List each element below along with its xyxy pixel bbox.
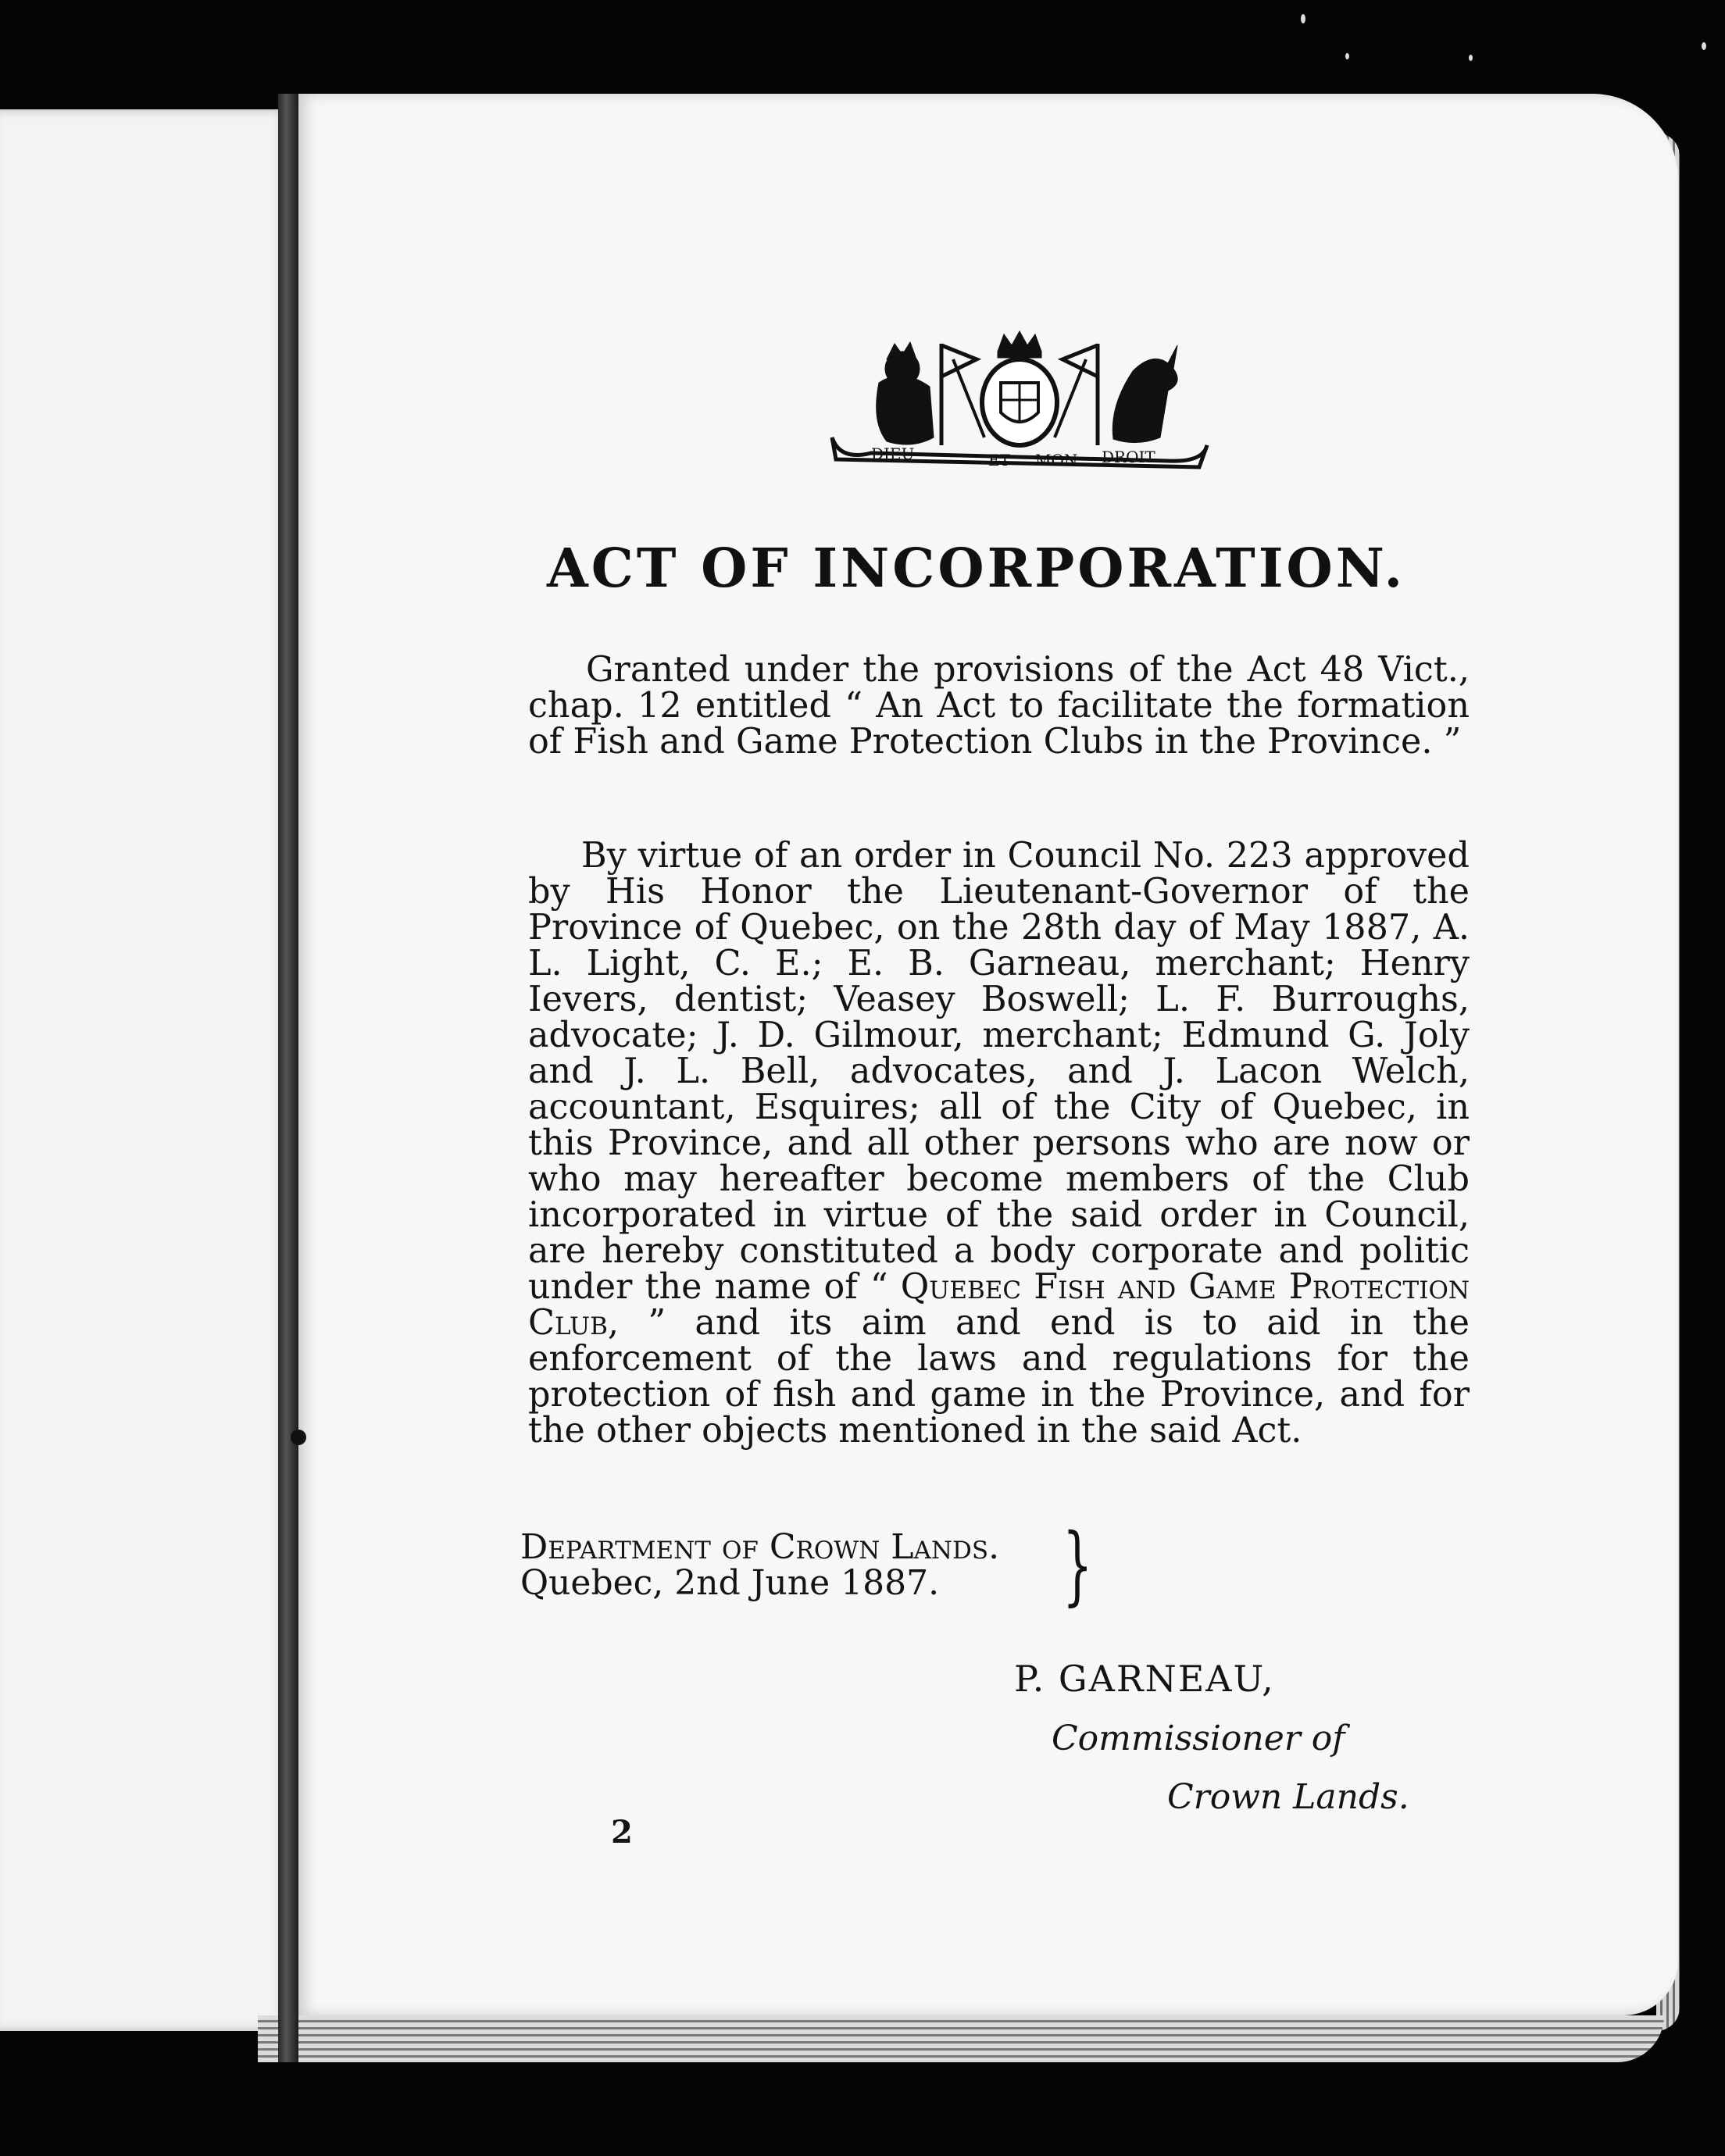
signatory-title-line-2: Crown Lands.	[1167, 1777, 1409, 1817]
left-page	[0, 109, 295, 2031]
signatory-title-line-1: Commissioner of	[1052, 1719, 1345, 1758]
crest-motto-word: ET	[988, 451, 1010, 469]
scan-speck	[291, 1430, 306, 1445]
scan-speck	[1301, 14, 1305, 23]
scan-speck	[1469, 55, 1473, 61]
crest-motto-word: DROIT	[1102, 448, 1155, 466]
department-name: Department of Crown Lands.	[520, 1527, 1000, 1567]
document-title: ACT OF INCORPORATION.	[547, 537, 1406, 600]
royal-coat-of-arms-image	[824, 328, 1215, 477]
scan-speck	[1702, 42, 1706, 50]
page-number: 2	[611, 1814, 633, 1851]
incorporation-paragraph	[528, 838, 1470, 1449]
scan-speck	[1345, 53, 1349, 59]
club-name: Quebec Fish and Game Protection Club,	[528, 1267, 1470, 1343]
preamble-paragraph: Granted under the provisions of the Act 48 Vict., chap. 12 entitled “ An Act to facilitate the formation of Fish and Game Protection Clubs in the Province. ”	[528, 650, 1470, 762]
book-spine	[278, 94, 298, 2062]
page-edges-bottom	[258, 2015, 1664, 2062]
incorporation-text-after: ” and its aim and end is to aid in the enforcement of the laws and regulations for the protection of fish and game in the Province, and for the other objects mentioned in the said Act.	[528, 1303, 1470, 1451]
crest-motto-word: DIEU	[871, 444, 915, 463]
department-block	[520, 1527, 1114, 1603]
signatory-name: P. GARNEAU,	[1014, 1658, 1275, 1700]
right-brace-icon: }	[1062, 1515, 1093, 1615]
crest-motto-word: MON	[1035, 451, 1078, 469]
place-and-date: Quebec, 2nd June 1887.	[520, 1563, 940, 1603]
incorporation-text-before: By virtue of an order in Council No. 223 approved by His Honor the Lieutenant-Governor of the Province of Quebec, on the 28th day of May 1887, A. L. Light, C. E.; E. B. Garneau, merchant; Henry Ievers, dentist; Veasey Boswell; L. F. Burroughs, advocate; J. D. Gilmour, merchant; Edmund G. Joly and J. L. Bell, advocates, and J. Lacon Welch, accountant, Esquires; all of the City of Quebec, in this Province, and all other persons who are now or who may hereafter become members of the Club incorporated in virtue of the said order in Council, are hereby constituted a body corporate and politic under the name of “	[528, 836, 1470, 1307]
